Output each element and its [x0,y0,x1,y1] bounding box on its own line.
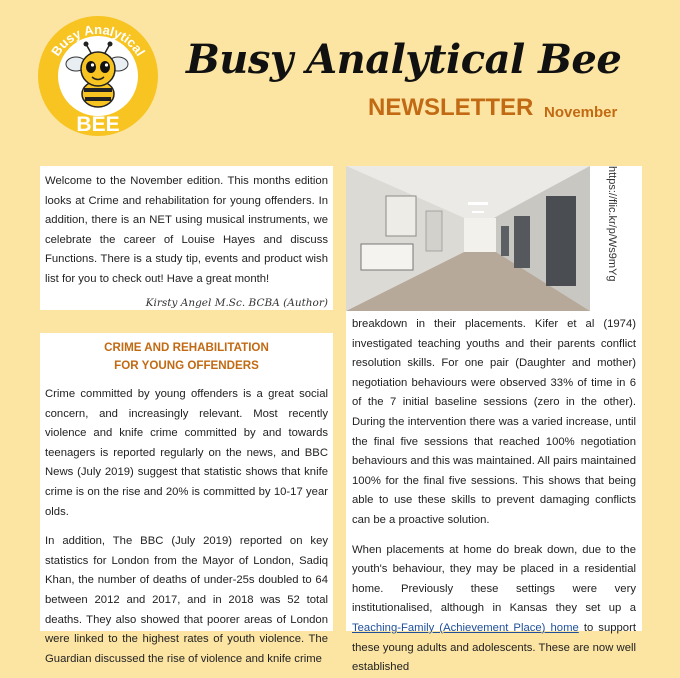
logo-bee-text: BEE [76,113,120,136]
intro-box [40,166,333,310]
crime-paragraph-1: Crime committed by young offenders is a great social concern, and increasingly relevant. Most recently violence and knife crime committed by and towards teenagers is reported regularly on the news, and BBC News (July 2019) suggest that statistic shows that knife crime is on the rise and 20% is committed by 10-17 year olds. [45,388,328,518]
crime-heading-line2: FOR YOUNG OFFENDERS [114,359,259,372]
intro-text: Welcome to the November edition. This months edition looks at Crime and rehabilitation for young offenders. In addition, there is an NET using musical instruments, we celebrate the career of Louise Hayes and discuss Functions. There is a study tip, events and product wish list for you to check out! Have a great month! [45,175,328,285]
crime-heading-line1: CRIME AND REHABILITATION [104,341,269,354]
newsletter-title: Busy Analytical Bee [186,36,622,83]
bee-logo [36,14,160,138]
continuation-text-after-link: to support these young adults and adolescents. These are now well established [352,621,636,674]
continuation-paragraph-2 [352,541,636,678]
newsletter-label: NEWSLETTER [368,94,534,121]
logo-arc-text: Busy Analytical [48,21,149,59]
continuation-paragraph-1: breakdown in their placements. Kifer et al (1974) investigated teaching youths and their parents conflict resolution skills. For one pair (Daughter and mother) negotiation behaviours were observed 33% of time in 6 of the 7 initial baseline sessions (zero in the other). During the intervention there was a varied increase, until the final five sessions that reached 100% negotiation behaviours and this was maintained. All pairs maintained 100% for the final five sessions. This shows that being able to use these skills to prevent damaging conflicts can be a proactive solution. [352,318,636,526]
crime-paragraph-2: In addition, The BBC (July 2019) reported on key statistics for London from the Mayor of London, Sadiq Khan, the number of deaths of under-25s doubled to 64 between 2012 and 2017, and in 2018 was 52 total deaths. They also showed that poorer areas of London were linked to the highest rates of youth violence. The Guardian discussed the rise of violence and knife crime [45,535,328,665]
crime-heading [45,339,328,375]
month-label: November [544,104,618,121]
article-continuation [346,311,642,674]
continuation-text-before-link: When placements at home do break down, due to the youth's behaviour, they may be placed in a residential home. Previously these settings were very institutionalised, although in Kansas they set up a [352,543,636,615]
teaching-family-link[interactable]: Teaching-Family (Achievement Place) home [352,621,579,634]
author-signature: Kirsty Angel M.Sc. BCBA (Author) [145,296,328,309]
crime-article [40,333,333,665]
photo-credit-link[interactable]: https://flic.kr/p/Ws9mYg [606,166,618,282]
corridor-photo [346,166,590,311]
